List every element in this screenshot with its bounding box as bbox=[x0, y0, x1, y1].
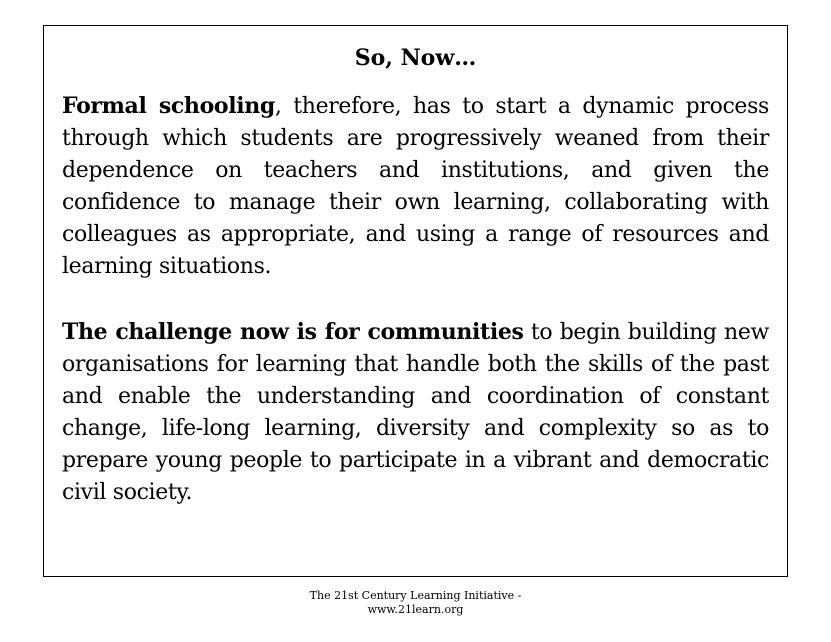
slide-title: So, Now… bbox=[354, 45, 477, 71]
footer-line-2: www.21learn.org bbox=[367, 603, 464, 616]
paragraph-formal-schooling bbox=[62, 90, 769, 283]
paragraph-challenge bbox=[62, 316, 769, 509]
paragraph-1-bold-lead: Formal schooling bbox=[62, 93, 275, 119]
footer-credit bbox=[0, 589, 831, 617]
paragraph-2-text: to begin building new organisations for learning that handle both the skills of the past and enable the understanding and coordination of constant change, life-long learning, diversity and complexity so as to prepare young people to participate in a vibrant and democratic civil society. bbox=[62, 320, 769, 505]
slide-content-box bbox=[43, 25, 788, 577]
footer-line-1: The 21st Century Learning Initiative - bbox=[309, 589, 522, 602]
paragraph-2-bold-lead: The challenge now is for communities bbox=[62, 319, 524, 345]
paragraph-1-text: , therefore, has to start a dynamic process through which students are progressively weaned from their dependence on teachers and institutions, and given the confidence to manage their own learning, collaborating with colleagues as appropriate, and using a range of resources and learning situations. bbox=[62, 94, 769, 279]
